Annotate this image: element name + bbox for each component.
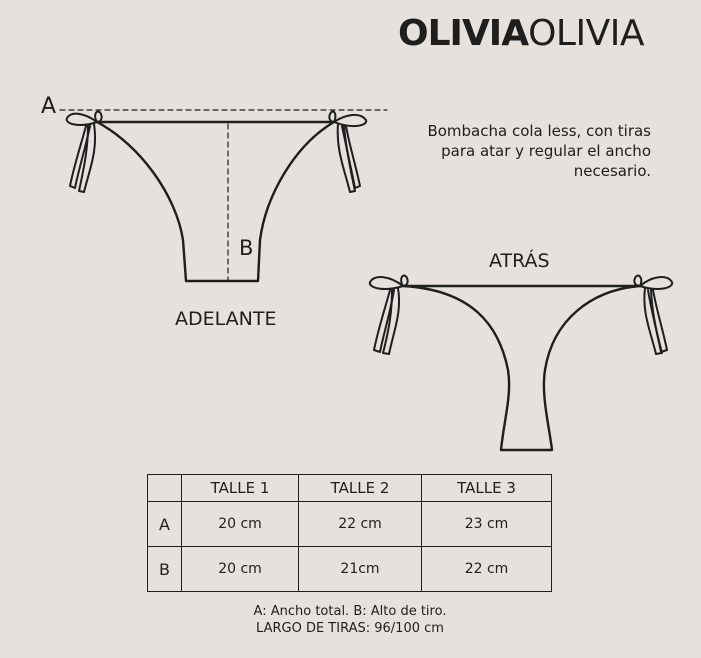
front-garment-outline bbox=[97, 122, 334, 281]
table-cell: 21cm bbox=[299, 547, 422, 592]
table-row bbox=[148, 547, 552, 592]
brand-logo-bold: OLIVIA bbox=[398, 13, 529, 54]
brand-logo-light: OLIVIA bbox=[528, 13, 644, 54]
front-left-tie bbox=[67, 112, 102, 192]
row-label: A bbox=[148, 502, 182, 547]
front-right-tie bbox=[329, 112, 366, 192]
back-garment-outline bbox=[403, 286, 640, 450]
header-cell-talle-3: TALLE 3 bbox=[422, 475, 552, 502]
table-row bbox=[148, 502, 552, 547]
row-label: B bbox=[148, 547, 182, 592]
notes-line-2: LARGO DE TIRAS: 96/100 cm bbox=[256, 621, 444, 636]
back-left-tie bbox=[370, 276, 408, 354]
measurement-notes bbox=[150, 603, 550, 637]
back-right-tie bbox=[634, 276, 672, 354]
product-description: Bombacha cola less, con tiras para atar y regular el ancho necesario. bbox=[427, 122, 651, 180]
front-view-label: ADELANTE bbox=[175, 308, 277, 330]
header-cell-talle-2: TALLE 2 bbox=[299, 475, 422, 502]
size-table bbox=[147, 474, 552, 592]
header-cell-talle-1: TALLE 1 bbox=[182, 475, 299, 502]
dimension-b-label: B bbox=[239, 236, 254, 260]
table-cell: 22 cm bbox=[299, 502, 422, 547]
table-cell: 20 cm bbox=[182, 502, 299, 547]
table-cell: 23 cm bbox=[422, 502, 552, 547]
table-cell: 22 cm bbox=[422, 547, 552, 592]
size-table-header bbox=[148, 475, 552, 502]
notes-line-1: A: Ancho total. B: Alto de tiro. bbox=[253, 604, 447, 619]
dimension-a-label: A bbox=[41, 94, 57, 119]
back-view-label: ATRÁS bbox=[489, 250, 550, 272]
header-cell-empty bbox=[148, 475, 182, 502]
table-cell: 20 cm bbox=[182, 547, 299, 592]
